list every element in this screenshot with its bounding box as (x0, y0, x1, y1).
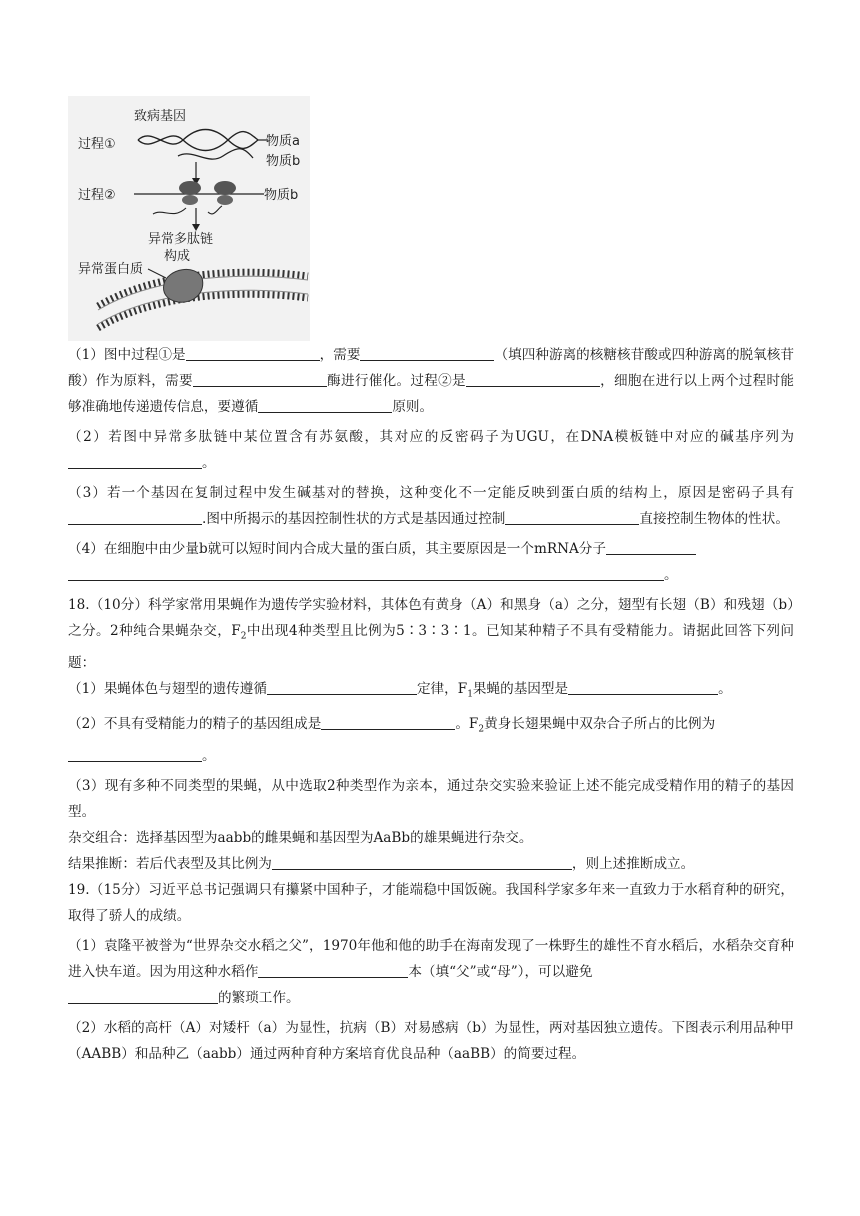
q17-part4 (68, 536, 794, 588)
text: ，则上述推断成立。 (571, 856, 695, 873)
text: 。 (664, 567, 678, 583)
q19-stem: 19.（15分）习近平总书记强调只有攥紧中国种子，才能端稳中国饭碗。我国科学家多年来一直致力于水稻育种的研究，取得了骄人的成绩。 (68, 882, 794, 925)
subscript: 2 (240, 631, 247, 642)
text: 果蝇的基因型是 (472, 680, 569, 697)
text: （填四种游离的核糖核苷酸或四种游离的脱氧核苷酸）作为原料，需要 (68, 347, 795, 389)
text: 18.（10分）科学家常用果蝇作为遗传学实验材料，其体色有黄身（A）和黑身（a）之分，翅型有长翅（B）和残翅（b）之分。2种纯合果蝇杂交，F (68, 597, 794, 639)
label-constitute: 构成 (164, 249, 191, 264)
text: 。 (202, 455, 216, 471)
arrow-2-head (192, 224, 200, 231)
label-substance-b-bottom: 物质b (264, 188, 299, 203)
text: 。 (718, 680, 732, 697)
label-pathogenic-gene: 致病基因 (134, 109, 187, 124)
answer-blank[interactable] (68, 453, 202, 469)
answer-blank[interactable] (466, 371, 600, 387)
q17-part3 (68, 480, 794, 532)
ribosome-1-small (182, 195, 198, 205)
answer-blank[interactable] (258, 962, 408, 978)
text: 的繁琐工作。 (218, 990, 300, 1007)
answer-blank[interactable] (505, 509, 639, 525)
answer-blank[interactable] (186, 345, 320, 361)
subscript: 1 (467, 689, 473, 700)
text: （3）若一个基因在复制过程中发生碱基对的替换，这种变化不一定能反映到蛋白质的结构上，原因是密码子具有 (68, 485, 794, 501)
q17-part1 (68, 342, 794, 420)
gene-expression-diagram (68, 96, 310, 341)
q19-part2: （2）水稻的高杆（A）对矮杆（a）为显性，抗病（B）对易感病（b）为显性，两对基因独立遗传。下图表示利用品种甲（AABB）和品种乙（aabb）通过两种育种方案培育优良品种（aaBB）的简要过程。 (68, 1020, 794, 1063)
label-process-2: 过程② (78, 188, 116, 203)
label-abnormal-protein: 异常蛋白质 (78, 262, 144, 277)
protein-pointer (148, 269, 166, 278)
ribosome-2-small (217, 195, 233, 205)
answer-blank[interactable] (272, 854, 572, 870)
answer-blank[interactable] (321, 714, 455, 730)
q18-part3: （3）现有多种不同类型的果蝇，从中选取2种类型作为亲本，通过杂交实验来验证上述不能完成受精作用的精子的基因型。 (68, 778, 794, 821)
text: （1）果蝇体色与翅型的遗传遵循 (68, 680, 267, 697)
peptide-1 (153, 208, 186, 214)
text: （1）图中过程①是 (68, 347, 186, 363)
peptide-2 (208, 206, 222, 214)
text: 。F (455, 716, 479, 733)
text: ，需要 (319, 347, 361, 363)
text: 定律，F (416, 680, 468, 697)
text: 原则。 (392, 399, 434, 415)
gene-expression-figure (68, 96, 310, 341)
label-substance-a: 物质a (266, 134, 300, 149)
answer-blank[interactable] (568, 679, 718, 695)
text: 黄身长翅果蝇中双杂合子所占的比例为 (484, 716, 716, 733)
q18-part1 (68, 676, 794, 708)
label-abnormal-peptide: 异常多肽链 (148, 232, 214, 247)
text: ，细胞在进行以上两个过程时能够准确地传递遗传信息，要遵循 (68, 373, 795, 415)
answer-blank[interactable] (258, 397, 392, 413)
abnormal-protein-shape (164, 269, 203, 302)
text: （2）不具有受精能力的精子的基因组成是 (68, 716, 322, 733)
answer-blank[interactable] (68, 746, 202, 762)
label-process-1: 过程① (78, 137, 116, 152)
question-text (68, 342, 794, 1067)
answer-blank[interactable] (68, 988, 218, 1004)
answer-blank[interactable] (68, 509, 202, 525)
text: 酶进行催化。过程②是 (326, 373, 466, 389)
text: 本（填“父”或“母”），可以避免 (408, 964, 593, 981)
answer-blank[interactable] (68, 565, 664, 581)
answer-blank[interactable] (360, 345, 494, 361)
text: 结果推断：若后代表型及其比例为 (68, 856, 272, 873)
text: （2）若图中异常多肽链中某位置含有苏氨酸，其对应的反密码子为UGU，在DNA模板链中对应的碱基序列为 (68, 429, 794, 445)
label-substance-b-top: 物质b (266, 154, 301, 169)
answer-blank[interactable] (267, 679, 417, 695)
text: 。 (202, 748, 216, 765)
q17-part2 (68, 424, 794, 476)
mrna-strand (178, 149, 253, 159)
text: 直接控制生物体的性状。 (639, 511, 789, 527)
text: 中出现4种类型且比例为5∶3∶3∶1。已知某种精子不具有受精能力。请据此回答下列问题： (68, 623, 794, 671)
answer-blank[interactable] (606, 539, 696, 555)
ribosome-1-large (179, 181, 201, 195)
q18-result (68, 851, 794, 877)
q18-cross: 杂交组合：选择基因型为aabb的雌果蝇和基因型为AaBb的雄果蝇进行杂交。 (68, 830, 533, 847)
ribosome-2-large (214, 181, 236, 195)
q18-part2 (68, 711, 794, 769)
answer-blank[interactable] (193, 371, 327, 387)
q19-part1 (68, 933, 794, 1011)
text: .图中所揭示的基因控制性状的方式是基因通过控制 (202, 511, 506, 527)
text: （1）袁隆平被誉为“世界杂交水稻之父”，1970年他和他的助手在海南发现了一株野生的雄性不育水稻后，水稻杂交育种进入快车道。因为用这种水稻作 (68, 938, 794, 981)
q18-stem (68, 592, 794, 676)
text: （4）在细胞中由少量b就可以短时间内合成大量的蛋白质，其主要原因是一个mRNA分子 (68, 541, 606, 557)
subscript: 2 (478, 725, 485, 736)
